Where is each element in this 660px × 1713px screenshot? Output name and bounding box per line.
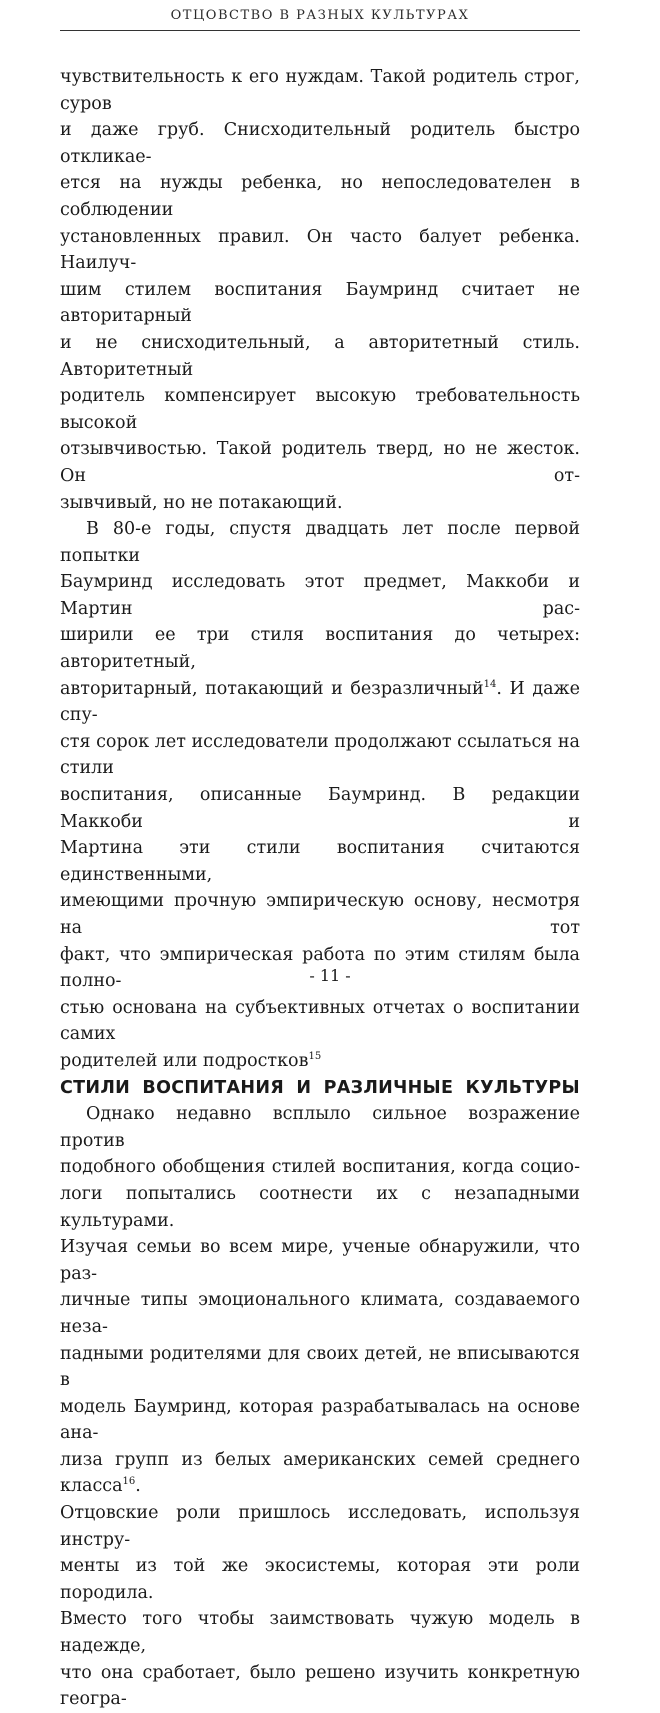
paragraph-3-line-10: менты из той же экосистемы, которая эти роли породила. xyxy=(60,1556,580,1603)
header-rule xyxy=(60,30,580,31)
paragraph-1-line-4: установленных правил. Он часто балует ребенка. Наилуч- xyxy=(60,226,580,274)
paragraph-3-line-8 xyxy=(60,1447,580,1500)
paragraph-3-line-5: личные типы эмоционального климата, создаваемого неза- xyxy=(60,1290,580,1337)
paragraph-2-line-2: Баумринд исследовать этот предмет, Маккоби и Мартин рас- xyxy=(60,572,580,619)
paragraph-1-line-7: родитель компенсирует высокую требовательность высокой xyxy=(60,386,580,433)
paragraph-2-line-11 xyxy=(60,1048,580,1075)
body-text xyxy=(60,64,580,1713)
footnote-ref-15: 15 xyxy=(308,1051,322,1063)
running-head: ОТЦОВСТВО В РАЗНЫХ КУЛЬТУРАХ xyxy=(170,8,470,23)
paragraph-1-line-1: чувствительность к его нуждам. Такой родитель строг, суров xyxy=(60,67,580,114)
paragraph-1-line-5: шим стилем воспитания Баумринд считает не авторитарный xyxy=(60,279,580,327)
paragraph-2-line-7: Мартина эти стили воспитания считаются единственными, xyxy=(60,838,580,885)
footnote-ref-16: 16 xyxy=(122,1476,136,1488)
paragraph-3-line-1: Однако недавно всплыло сильное возражение против xyxy=(60,1104,580,1151)
paragraph-2-line-1: В 80-е годы, спустя двадцать лет после первой попытки xyxy=(60,519,580,566)
paragraph-2-line-6: воспитания, описанные Баумринд. В редакции Маккоби и xyxy=(60,785,580,832)
paragraph-2-line-5: стя сорок лет исследователи продолжают ссылаться на стили xyxy=(60,731,580,779)
paragraph-3-line-4: Изучая семьи во всем мире, ученые обнаружили, что раз- xyxy=(60,1237,580,1284)
paragraph-2-line-9: факт, что эмпирическая работа по этим стилям была полно- xyxy=(60,944,580,992)
paragraph-1-line-9: зывчивый, но не потакающий. xyxy=(60,492,343,513)
paragraph-3-line-6: падными родителями для своих детей, не вписываются в xyxy=(60,1343,580,1391)
paragraph-3-line-3: логи попытались соотнести их с незападными культурами. xyxy=(60,1183,580,1231)
paragraph-2-line-11-text: родителей или подростков xyxy=(60,1050,309,1071)
paragraph-3-line-8-text: лиза групп из белых американских семей среднего класса xyxy=(60,1449,580,1497)
paragraph-1-line-3: ется на нужды ребенка, но непоследователен в соблюдении xyxy=(60,173,580,220)
paragraph-2-line-8: имеющими прочную эмпирическую основу, несмотря на тот xyxy=(60,891,580,938)
paragraph-3-line-9: Отцовские роли пришлось исследовать, используя инстру- xyxy=(60,1503,580,1550)
paragraph-1-line-2: и даже груб. Снисходительный родитель быстро откликае- xyxy=(60,120,580,167)
footnote-ref-14: 14 xyxy=(483,678,497,690)
paragraph-2-line-4-tail: . И даже спу- xyxy=(60,678,580,726)
paragraph-1-line-6: и не снисходительный, а авторитетный стиль. Авторитетный xyxy=(60,332,580,380)
paragraph-3-line-12: что она сработает, было решено изучить конкретную геогра- xyxy=(60,1662,580,1710)
paragraph-2-line-4 xyxy=(60,676,580,729)
paragraph-3-line-11: Вместо того чтобы заимствовать чужую модель в надежде, xyxy=(60,1609,580,1657)
paragraph-2-line-4-text: авторитарный, потакающий и безразличный xyxy=(60,678,484,699)
page-number: - 11 - xyxy=(309,966,351,985)
paragraph-3-line-2: подобного обобщения стилей воспитания, когда социо- xyxy=(60,1157,580,1178)
paragraph-2-line-3: ширили ее три стиля воспитания до четырех: авторитетный, xyxy=(60,625,580,673)
paragraph-2-line-10: стью основана на субъективных отчетах о воспитании самих xyxy=(60,997,580,1045)
paragraph-3-line-7: модель Баумринд, которая разрабатывалась на основе ана- xyxy=(60,1396,580,1444)
paragraph-1-line-8: отзывчивостью. Такой родитель тверд, но не жесток. Он от- xyxy=(60,439,580,486)
paragraph-3-line-8-tail: . xyxy=(135,1476,141,1497)
section-heading: СТИЛИ ВОСПИТАНИЯ И РАЗЛИЧНЫЕ КУЛЬТУРЫ xyxy=(60,1077,580,1098)
